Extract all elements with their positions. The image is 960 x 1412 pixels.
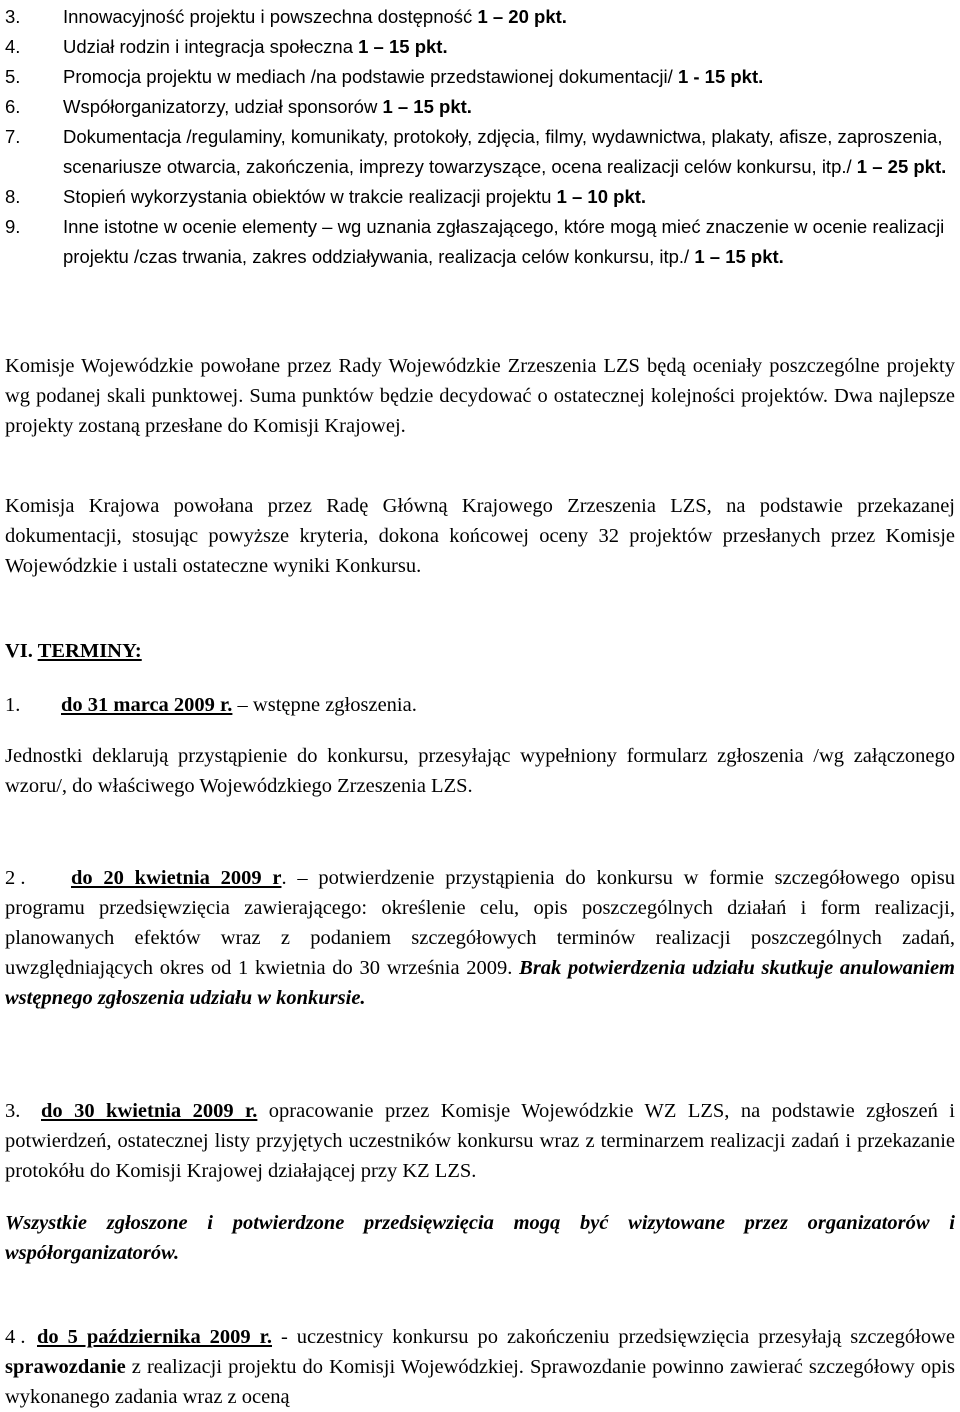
criterion-item [5, 62, 955, 92]
criterion-item [5, 212, 955, 272]
term-4 [5, 1322, 955, 1412]
criterion-item [5, 2, 955, 32]
paragraph-regional-commissions: Komisje Wojewódzkie powołane przez Rady Wojewódzkie Zrzeszenia LZS będą oceniały poszczególne projekty wg podanej skali punktowej. Suma punktów będzie decydować o ostatecznej kolejności projektów. Dwa najlepsze projekty zostaną przesłane do Komisji Krajowej. [5, 355, 955, 437]
section-number: VI. [5, 640, 33, 662]
term-text: . – potwierdzenie przystąpienia do konkursu w formie szczegółowego opisu programu przedsięwzięcia zawierającego: określenie celu, opis poszczególnych działań i form realizacji, planowanych efektów wraz z podaniem szczegółowych terminów realizacji poszczególnych zadań, uwzględniających okres od 1 kwietnia do 30 września 2009. [5, 867, 955, 979]
term-text-continued: z realizacji projektu do Komisji Wojewódzkiej. Sprawozdanie powinno zawierać szczegółowy opis wykonanego zadania wraz z oceną [5, 1356, 955, 1408]
criterion-points: 1 – 10 pkt. [556, 186, 647, 207]
criterion-text: Inne istotne w ocenie elementy – wg uznania zgłaszającego, które mogą mieć znaczenie w ocenie realizacji projektu /czas trwania, zakres oddziaływania, realizacja celów konkursu, itp./ [63, 216, 945, 267]
criterion-points: 1 – 15 pkt. [382, 96, 472, 117]
criterion-points: 1 – 20 pkt. [477, 6, 567, 27]
criterion-number: 4. [5, 36, 21, 57]
criterion-points: 1 – 15 pkt. [358, 36, 448, 57]
paragraph-national-commission: Komisja Krajowa powołana przez Radę Główną Krajowego Zrzeszenia LZS, na podstawie przekazanej dokumentacji, stosując powyższe kryteria, dokona końcowej oceny 32 projektów przesłanych przez Komisje Wojewódzkie i ustali ostateczne wyniki Konkursu. [5, 495, 955, 577]
term-1 [5, 690, 955, 720]
term-warning: Brak potwierdzenia udziału skutkuje anulowaniem wstępnego zgłoszenia udziału w konkursie. [5, 957, 955, 1009]
criterion-number: 8. [5, 186, 21, 207]
criterion-points: 1 - 15 pkt. [677, 66, 764, 87]
criteria-list [5, 2, 955, 272]
term-text: – wstępne zgłoszenia. [232, 694, 417, 716]
term-number: 2 . [5, 867, 26, 889]
term-bold-word: sprawozdanie [5, 1356, 126, 1378]
section-heading [5, 636, 142, 666]
term-date: do 5 października 2009 r. [37, 1326, 272, 1348]
criterion-item [5, 32, 955, 62]
criterion-number: 7. [5, 126, 21, 147]
term-1-description: Jednostki deklarują przystąpienie do konkursu, przesyłając wypełniony formularz zgłoszenia /wg załączonego wzoru/, do właściwego Wojewódzkiego Zrzeszenia LZS. [5, 745, 955, 797]
term-3 [5, 1096, 955, 1186]
criterion-number: 6. [5, 96, 21, 117]
visit-note: Wszystkie zgłoszone i potwierdzone przedsięwzięcia mogą być wizytowane przez organizatorów i współorganizatorów. [5, 1212, 955, 1264]
term-2 [5, 863, 955, 1013]
criterion-points: 1 – 15 pkt. [694, 246, 784, 267]
criterion-number: 5. [5, 66, 21, 87]
term-date: do 31 marca 2009 r. [61, 694, 233, 716]
term-number: 3. [5, 1100, 21, 1122]
section-title: TERMINY: [37, 640, 142, 662]
term-text: - uczestnicy konkursu po zakończeniu przedsięwzięcia przesyłają szczegółowe [272, 1326, 955, 1348]
criterion-item [5, 122, 955, 182]
term-date: do 30 kwietnia 2009 r. [41, 1100, 258, 1122]
criterion-text: Innowacyjność projektu i powszechna dostępność [63, 6, 478, 27]
term-number: 4 . [5, 1326, 26, 1348]
criterion-number: 9. [5, 216, 21, 237]
criterion-text: Dokumentacja /regulaminy, komunikaty, protokoły, zdjęcia, filmy, wydawnictwa, plakaty, afisze, zaproszenia, scenariusze otwarcia, zakończenia, imprezy towarzyszące, ocena realizacji celów konkursu, itp./ [63, 126, 943, 177]
criterion-number: 3. [5, 6, 21, 27]
criterion-text: Stopień wykorzystania obiektów w trakcie realizacji projektu [63, 186, 557, 207]
criterion-text: Udział rodzin i integracja społeczna [63, 36, 359, 57]
term-date: do 20 kwietnia 2009 r [71, 867, 282, 889]
criterion-points: 1 – 25 pkt. [856, 156, 947, 177]
term-text: opracowanie przez Komisje Wojewódzkie WZ LZS, na podstawie zgłoszeń i potwierdzeń, ostatecznej listy przyjętych uczestników konkursu wraz z terminarzem realizacji zadań i przekazanie protokółu do Komisji Krajowej działającej przy KZ LZS. [5, 1100, 955, 1182]
criterion-item [5, 92, 955, 122]
criterion-item [5, 182, 955, 212]
term-number: 1. [5, 694, 21, 716]
criterion-text: Współorganizatorzy, udział sponsorów [63, 96, 383, 117]
criterion-text: Promocja projektu w mediach /na podstawie przedstawionej dokumentacji/ [63, 66, 678, 87]
